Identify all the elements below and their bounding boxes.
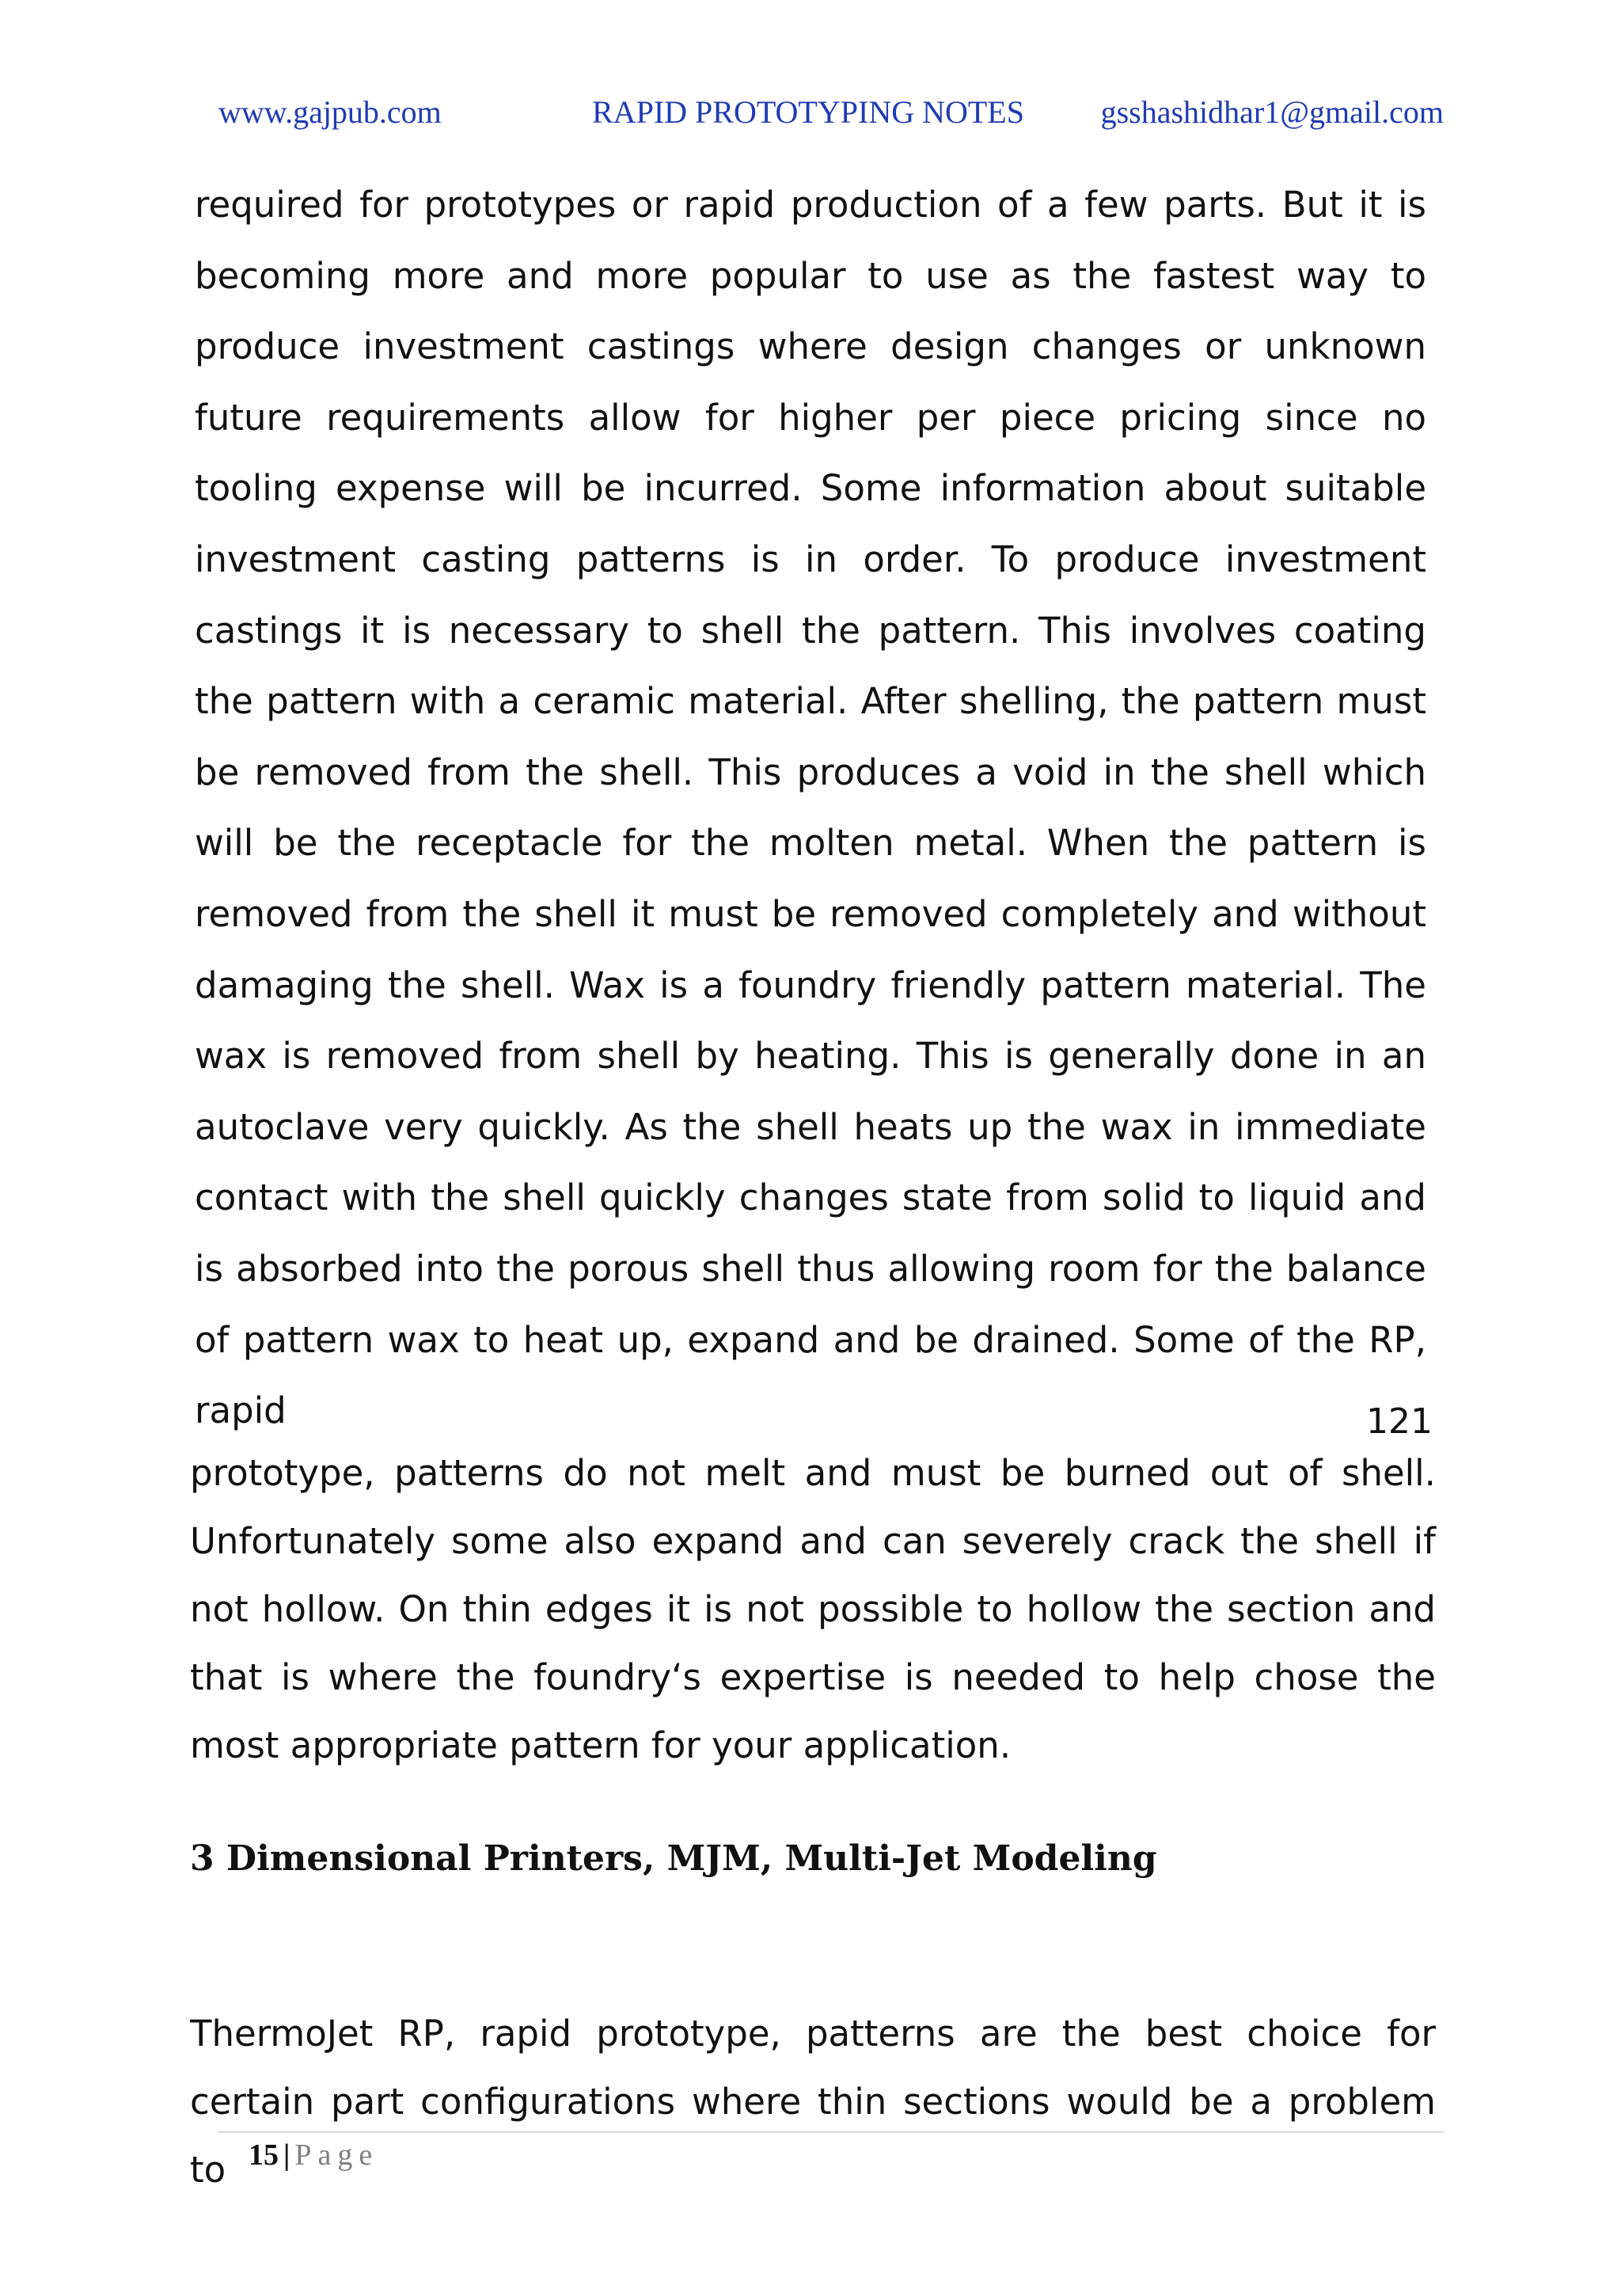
header-website: www.gajpub.com: [218, 94, 442, 130]
paragraph-pattern-burnout: prototype, patterns do not melt and must be burned out of shell. Unfortunately some also expand and can severely crack the shell if not hollow. On thin edges it is not possible to hollow the section and that is where the foundry‘s expertise is needed to help chose the most appropriate pattern for your application.: [190, 1452, 1436, 1766]
paragraph-thermojet: ThermoJet RP, rapid prototype, patterns are the best choice for certain part configurations where thin sections would be a problem to: [190, 2013, 1436, 2191]
header-email: gsshashidhar1@gmail.com: [1100, 94, 1444, 130]
footer-page-number: 15: [249, 2138, 279, 2172]
page-footer: [249, 2138, 378, 2172]
original-page-number: 121: [1366, 1401, 1433, 1442]
footer-page-label: Page: [294, 2138, 379, 2172]
page-header: [218, 93, 1444, 141]
section-heading: 3 Dimensional Printers, MJM, Multi-Jet Modeling: [190, 1838, 1157, 1879]
header-title: RAPID PROTOTYPING NOTES: [592, 94, 1024, 130]
footer-separator: |: [283, 2138, 290, 2172]
paragraph-investment-casting: required for prototypes or rapid production of a few parts. But it is becoming more and more popular to use as the fastest way to produce investment castings where design changes or unknown future requirements allow for higher per piece pricing since no tooling expense will be incurred. Some information about suitable investment casting patterns is in order. To produce investment castings it is necessary to shell the pattern. This involves coating the pattern with a ceramic material. After shelling, the pattern must be removed from the shell. This produces a void in the shell which will be the receptacle for the molten metal. When the pattern is removed from the shell it must be removed completely and without damaging the shell. Wax is a foundry friendly pattern material. The wax is removed from shell by heating. This is generally done in an autoclave very quickly. As the shell heats up the wax in immediate contact with the shell quickly changes state from solid to liquid and is absorbed into the porous shell thus allowing room for the balance of pattern wax to heat up, expand and be drained. Some of the RP, rapid: [195, 184, 1426, 1432]
footer-divider: [218, 2131, 1444, 2133]
